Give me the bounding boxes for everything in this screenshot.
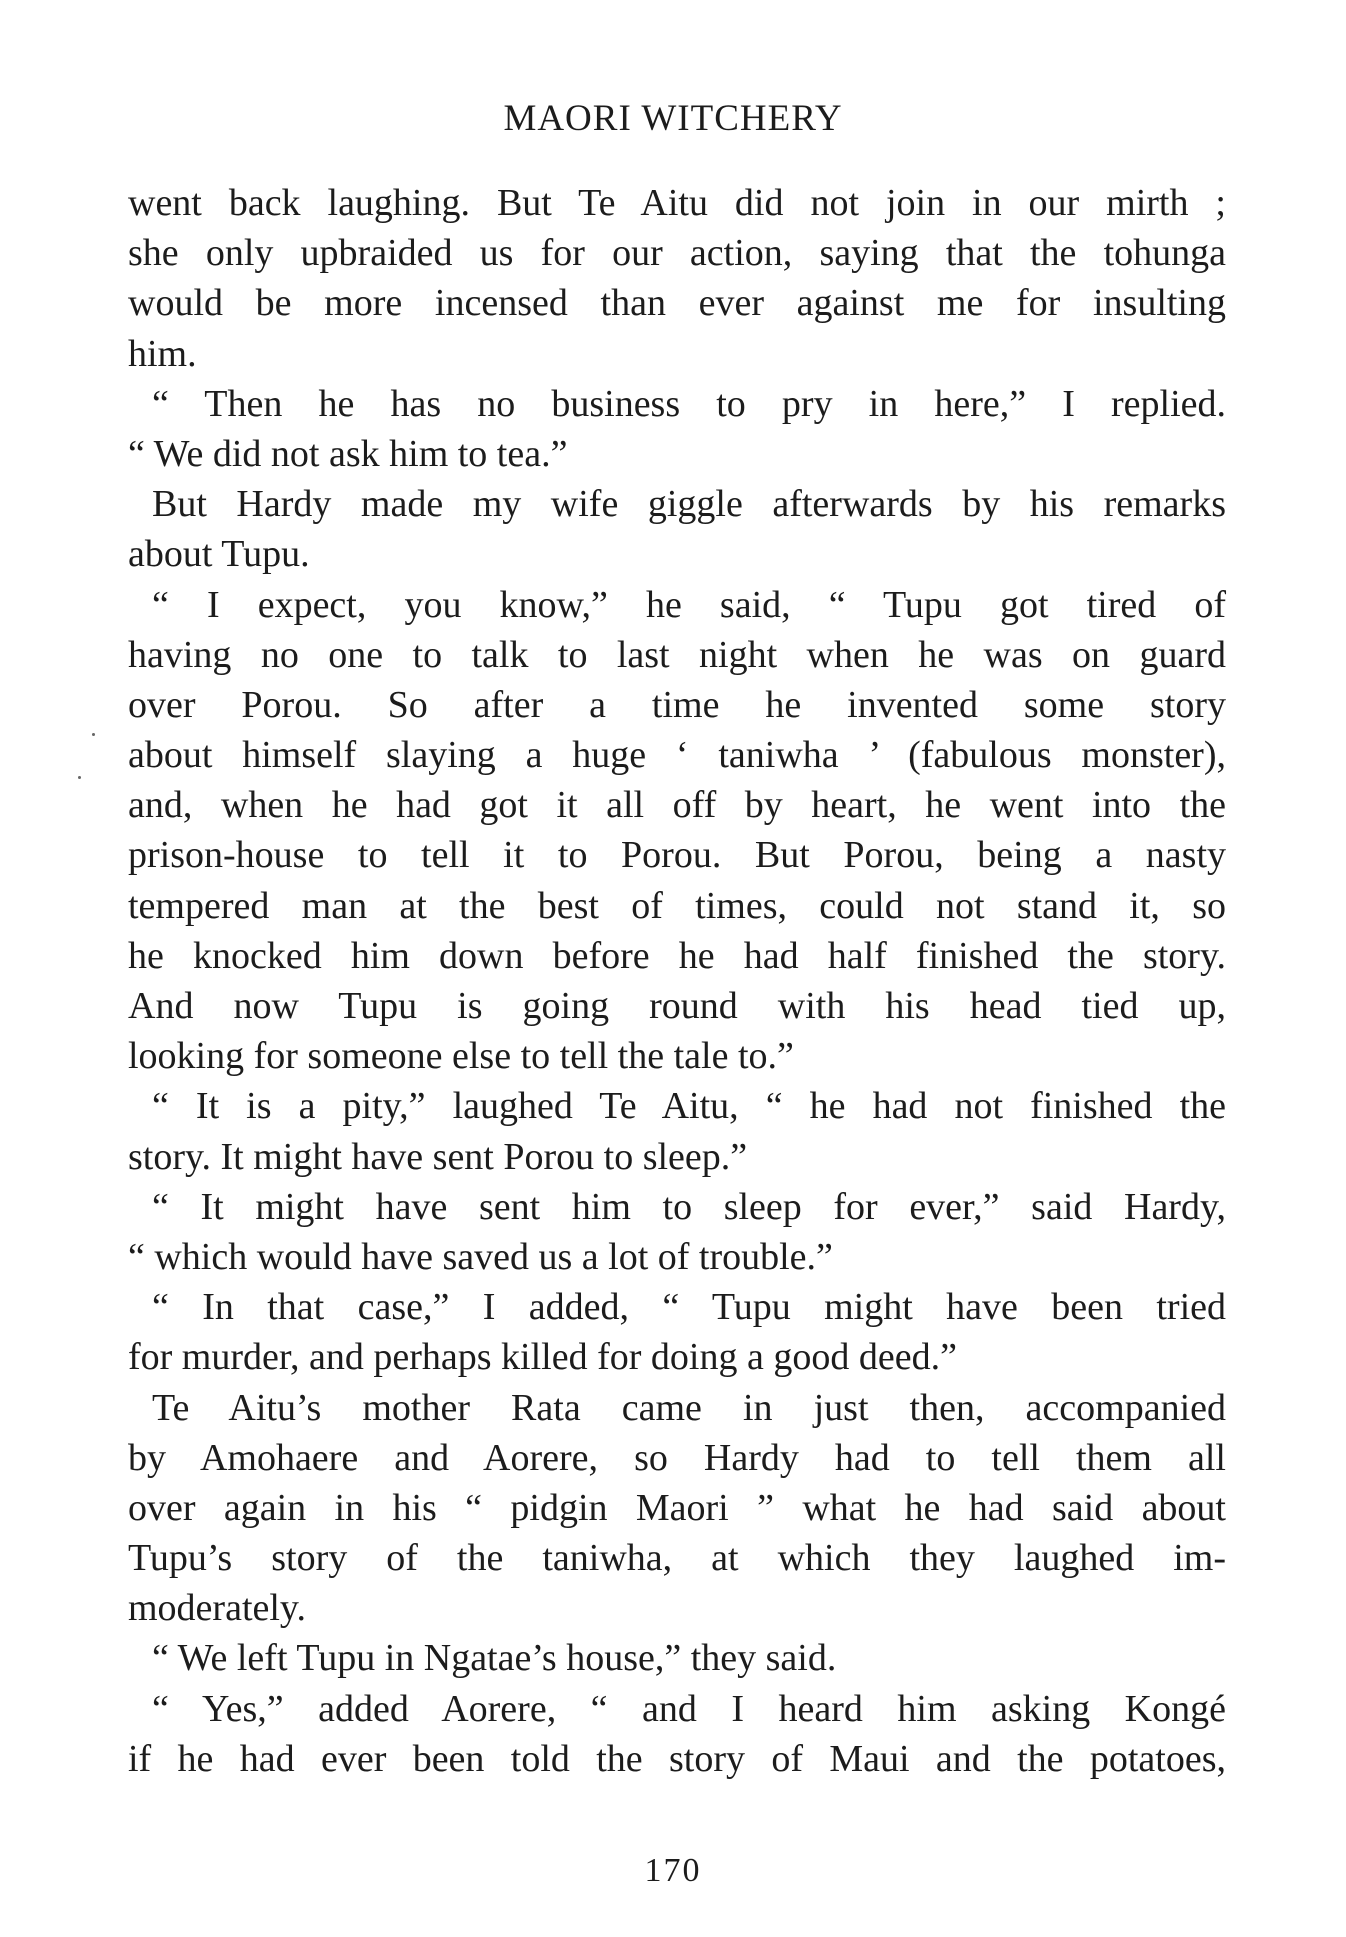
text-line: would be more incensed than ever against me for insulting <box>128 282 1226 325</box>
text-line: and, when he had got it all off by heart, he went into the <box>128 784 1226 827</box>
text-line: “ We left Tupu in Ngatae’s house,” they said. <box>152 1637 837 1680</box>
text-line: tempered man at the best of times, could not stand it, so <box>128 884 1226 927</box>
text-line: “ We did not ask him to tea.” <box>128 432 568 475</box>
margin-speck <box>92 733 95 736</box>
text-line: “ I expect, you know,” he said, “ Tupu got tired of <box>152 583 1226 626</box>
text-line: “ Yes,” added Aorere, “ and I heard him asking Kongé <box>152 1687 1226 1730</box>
text-line: looking for someone else to tell the tale to.” <box>128 1035 794 1078</box>
text-line: “ In that case,” I added, “ Tupu might have been tried <box>152 1286 1226 1329</box>
text-line: having no one to talk to last night when he was on guard <box>128 633 1226 676</box>
text-line: “ It is a pity,” laughed Te Aitu, “ he had not finished the <box>152 1085 1226 1128</box>
text-line: prison-house to tell it to Porou. But Porou, being a nasty <box>128 834 1226 877</box>
text-line: Te Aitu’s mother Rata came in just then, accompanied <box>152 1386 1226 1429</box>
text-line: for murder, and perhaps killed for doing a good deed.” <box>128 1336 957 1379</box>
text-line: about Tupu. <box>128 533 310 576</box>
running-head: MAORI WITCHERY <box>503 98 843 139</box>
text-line: she only upbraided us for our action, saying that the tohunga <box>128 232 1226 275</box>
margin-speck <box>78 776 81 779</box>
text-line: “ It might have sent him to sleep for ever,” said Hardy, <box>152 1185 1226 1228</box>
text-line: if he had ever been told the story of Maui and the potatoes, <box>128 1737 1226 1780</box>
body-text <box>128 178 1226 1784</box>
text-line: went back laughing. But Te Aitu did not join in our mirth ; <box>128 182 1226 224</box>
text-line: “ Then he has no business to pry in here,” I replied. <box>152 382 1226 425</box>
text-line: “ which would have saved us a lot of trouble.” <box>128 1235 833 1278</box>
text-line: But Hardy made my wife giggle afterwards by his remarks <box>152 483 1226 526</box>
text-line: moderately. <box>128 1587 306 1630</box>
text-line: Tupu’s story of the taniwha, at which they laughed im- <box>128 1537 1226 1580</box>
page-number: 170 <box>644 1852 702 1889</box>
text-line: story. It might have sent Porou to sleep.” <box>128 1135 748 1178</box>
text-line: And now Tupu is going round with his head tied up, <box>128 985 1226 1027</box>
text-line: he knocked him down before he had half finished the story. <box>128 934 1226 977</box>
text-line: over Porou. So after a time he invented some story <box>128 683 1226 726</box>
text-line: over again in his “ pidgin Maori ” what he had said about <box>128 1486 1226 1529</box>
text-line: by Amohaere and Aorere, so Hardy had to tell them all <box>128 1436 1226 1479</box>
text-line: him. <box>128 332 197 375</box>
text-line: about himself slaying a huge ‘ taniwha ’ (fabulous monster), <box>128 734 1226 777</box>
